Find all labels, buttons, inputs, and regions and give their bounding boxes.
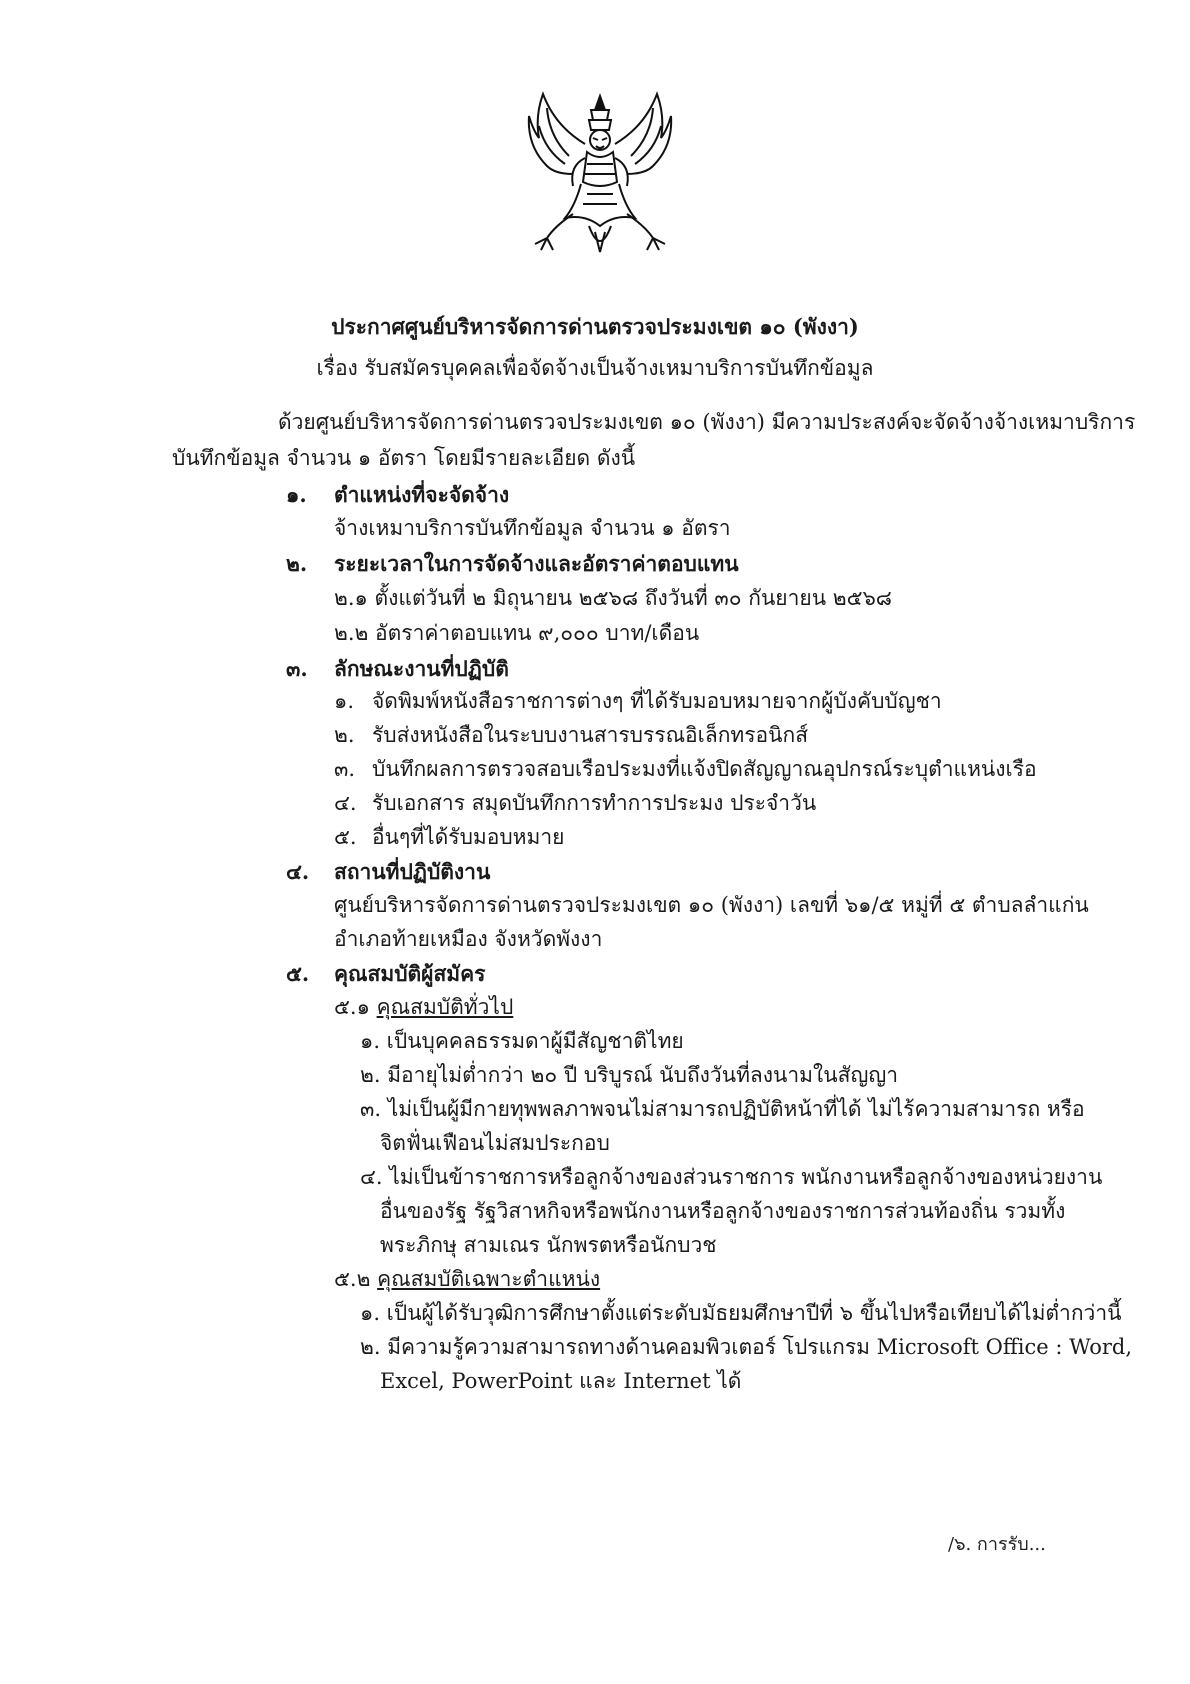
general-qual-3: ๓. ไม่เป็นผู้มีกายทุพพลภาพจนไม่สามารถปฏิบัติหน้าที่ได้ ไม่ไร้ความสามารถ หรือ	[360, 1097, 1085, 1121]
section-3-item	[334, 725, 808, 746]
section-1-body: จ้างเหมาบริการบันทึกข้อมูล จำนวน ๑ อัตรา	[334, 516, 731, 540]
general-qual-1: ๑. เป็นบุคคลธรรมดาผู้มีสัญชาติไทย	[360, 1029, 684, 1053]
continuation-note: /๖. การรับ...	[948, 1534, 1046, 1555]
section-3-heading	[286, 658, 509, 679]
list-text: บันทึกผลการตรวจสอบเรือประมงที่แจ้งปิดสัญญาณอุปกรณ์ระบุตำแหน่งเรือ	[372, 757, 1037, 781]
specific-qual-1: ๑. เป็นผู้ได้รับวุฒิการศึกษาตั้งแต่ระดับมัธยมศึกษาปีที่ ๖ ขึ้นไปหรือเทียบได้ไม่ต่ำกว่านี้	[360, 1301, 1122, 1325]
subsection-label: คุณสมบัติเฉพาะตำแหน่ง	[377, 1267, 601, 1291]
section-4-heading	[286, 861, 490, 882]
section-1-heading	[286, 484, 509, 505]
section-3-item	[334, 759, 1037, 780]
section-2-heading	[286, 553, 739, 574]
list-text: รับส่งหนังสือในระบบงานสารบรรณอิเล็กทรอนิกส์	[372, 723, 809, 747]
general-qual-3-cont: จิตฟั่นเฟือนไม่สมประกอบ	[380, 1131, 610, 1155]
general-qual-4-cont-2: พระภิกษุ สามเณร นักพรตหรือนักบวช	[380, 1233, 717, 1257]
intro-line-2: บันทึกข้อมูล จำนวน ๑ อัตรา โดยมีรายละเอียด ดังนี้	[172, 446, 636, 470]
section-2-item-1: ๒.๑ ตั้งแต่วันที่ ๒ มิถุนายน ๒๕๖๘ ถึงวันที่ ๓๐ กันยายน ๒๕๖๘	[334, 586, 893, 610]
general-qual-2: ๒. มีอายุไม่ต่ำกว่า ๒๐ ปี บริบูรณ์ นับถึงวันที่ลงนามในสัญญา	[360, 1063, 899, 1087]
specific-qual-2-cont: Excel, PowerPoint และ Internet ได้	[380, 1369, 742, 1393]
garuda-emblem	[525, 86, 675, 264]
section-2-item-2: ๒.๒ อัตราค่าตอบแทน ๙,๐๐๐ บาท/เดือน	[334, 621, 700, 645]
list-number: ๒.	[334, 723, 355, 747]
section-1-title: ตำแหน่งที่จะจัดจ้าง	[334, 482, 510, 507]
section-5-title: คุณสมบัติผู้สมัคร	[334, 961, 486, 986]
section-2-number: ๒.	[286, 551, 308, 576]
list-number: ๔.	[334, 791, 357, 815]
section-3-item	[334, 827, 564, 848]
section-4-line-2: อำเภอท้ายเหมือง จังหวัดพังงา	[334, 927, 603, 951]
section-3-item	[334, 793, 816, 814]
subsection-5-1-heading	[334, 997, 513, 1018]
section-1-number: ๑.	[286, 482, 307, 507]
section-3-number: ๓.	[286, 656, 308, 681]
subsection-number: ๕.๑	[334, 995, 370, 1019]
specific-qual-2: ๒. มีความรู้ความสามารถทางด้านคอมพิวเตอร์ โปรแกรม Microsoft Office : Word,	[360, 1335, 1133, 1359]
announcement-title: ประกาศศูนย์บริหารจัดการด่านตรวจประมงเขต ๑๐ (พังงา)	[331, 314, 859, 339]
list-text: อื่นๆที่ได้รับมอบหมาย	[372, 825, 565, 849]
section-4-line-1: ศูนย์บริหารจัดการด่านตรวจประมงเขต ๑๐ (พังงา) เลขที่ ๖๑/๕ หมู่ที่ ๕ ตำบลลำแก่น	[334, 893, 1089, 917]
subsection-label: คุณสมบัติทั่วไป	[376, 995, 514, 1019]
list-text: จัดพิมพ์หนังสือราชการต่างๆ ที่ได้รับมอบหมายจากผู้บังคับบัญชา	[372, 689, 942, 713]
section-4-title: สถานที่ปฏิบัติงาน	[334, 859, 491, 884]
section-3-title: ลักษณะงานที่ปฏิบัติ	[334, 656, 509, 681]
general-qual-4: ๔. ไม่เป็นข้าราชการหรือลูกจ้างของส่วนราชการ พนักงานหรือลูกจ้างของหน่วยงาน	[360, 1165, 1103, 1189]
subsection-5-2-heading	[334, 1269, 600, 1290]
general-qual-4-cont-1: อื่นของรัฐ รัฐวิสาหกิจหรือพนักงานหรือลูกจ้างของราชการส่วนท้องถิ่น รวมทั้ง	[380, 1199, 1066, 1223]
subsection-number: ๕.๒	[334, 1267, 371, 1291]
intro-line-1: ด้วยศูนย์บริหารจัดการด่านตรวจประมงเขต ๑๐ (พังงา) มีความประสงค์จะจัดจ้างจ้างเหมาบริการ	[278, 410, 1136, 434]
list-number: ๑.	[334, 689, 355, 713]
section-5-number: ๕.	[286, 961, 310, 986]
section-3-item	[334, 691, 942, 712]
list-number: ๕.	[334, 825, 357, 849]
section-2-title: ระยะเวลาในการจัดจ้างและอัตราค่าตอบแทน	[334, 551, 739, 576]
section-4-number: ๔.	[286, 859, 310, 884]
announcement-subject: เรื่อง รับสมัครบุคคลเพื่อจัดจ้างเป็นจ้างเหมาบริการบันทึกข้อมูล	[316, 356, 874, 380]
section-5-heading	[286, 963, 485, 984]
list-text: รับเอกสาร สมุดบันทึกการทำการประมง ประจำวัน	[372, 791, 817, 815]
list-number: ๓.	[334, 757, 356, 781]
